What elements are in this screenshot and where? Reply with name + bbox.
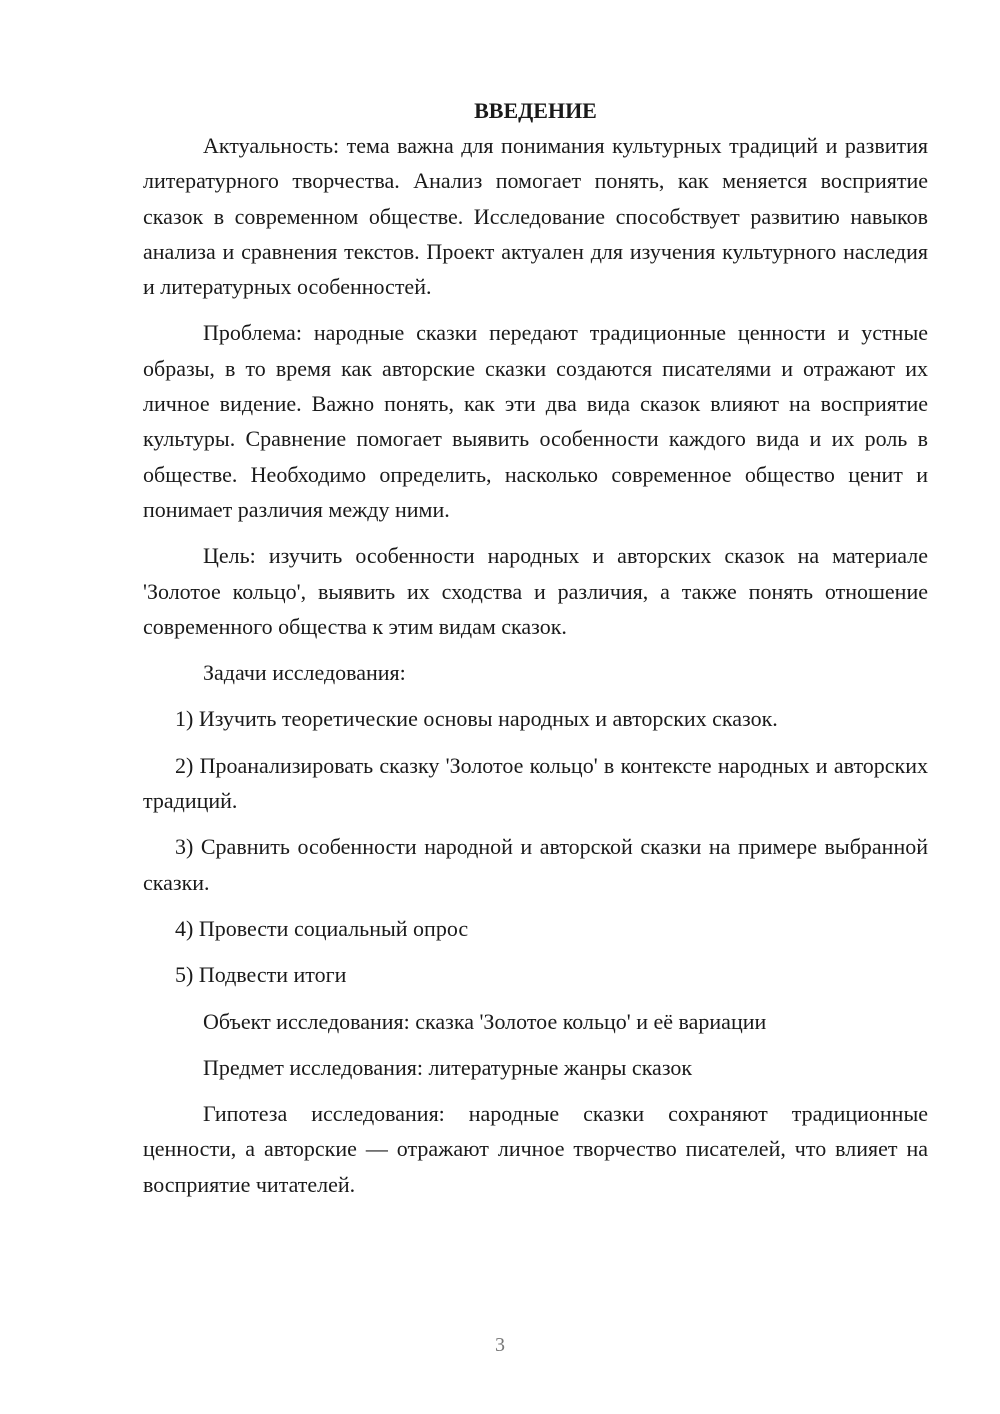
document-page (143, 93, 928, 1213)
task-item-5: 5) Подвести итоги (175, 962, 347, 988)
paragraph-subject: Предмет исследования: литературные жанры сказок (203, 1054, 693, 1080)
paragraph-object: Объект исследования: сказка 'Золотое кольцо' и её вариации (203, 1008, 767, 1034)
task-item-4: 4) Провести социальный опрос (175, 915, 469, 941)
task-item-2: 2) Проанализировать сказку 'Золотое кольцо' в контексте народных и авторских традиций. (143, 752, 928, 814)
tasks-heading: Задачи исследования: (203, 660, 406, 686)
page-title: ВВЕДЕНИЕ (474, 98, 597, 123)
paragraph-relevance: Актуальность: тема важна для понимания культурных традиций и развития литературного творчества. Анализ помогает понять, как меняется восприятие сказок в современном обществе. Исследование способствует развитию навыков анализа и сравнения текстов. Проект актуален для изучения культурного наследия и литературных особенностей. (143, 133, 928, 300)
paragraph-problem: Проблема: народные сказки передают традиционные ценности и устные образы, в то время как авторские сказки создаются писателями и отражают их личное видение. Важно понять, как эти два вида сказок влияют на восприятие культуры. Сравнение помогает выявить особенности каждого вида и их роль в обществе. Необходимо определить, насколько современное общество ценит и понимает различия между ними. (143, 320, 928, 522)
page-number: 3 (495, 1334, 505, 1356)
paragraph-goal: Цель: изучить особенности народных и авторских сказок на материале 'Золотое кольцо', выявить их сходства и различия, а также понять отношение современного общества к этим видам сказок. (143, 543, 928, 639)
task-item-3: 3) Сравнить особенности народной и авторской сказки на примере выбранной сказки. (143, 834, 928, 895)
task-item-1: 1) Изучить теоретические основы народных и авторских сказок. (175, 706, 778, 732)
paragraph-hypothesis: Гипотеза исследования: народные сказки сохраняют традиционные ценности, а авторские — отражают личное творчество писателей, что влияет на восприятие читателей. (143, 1101, 928, 1197)
